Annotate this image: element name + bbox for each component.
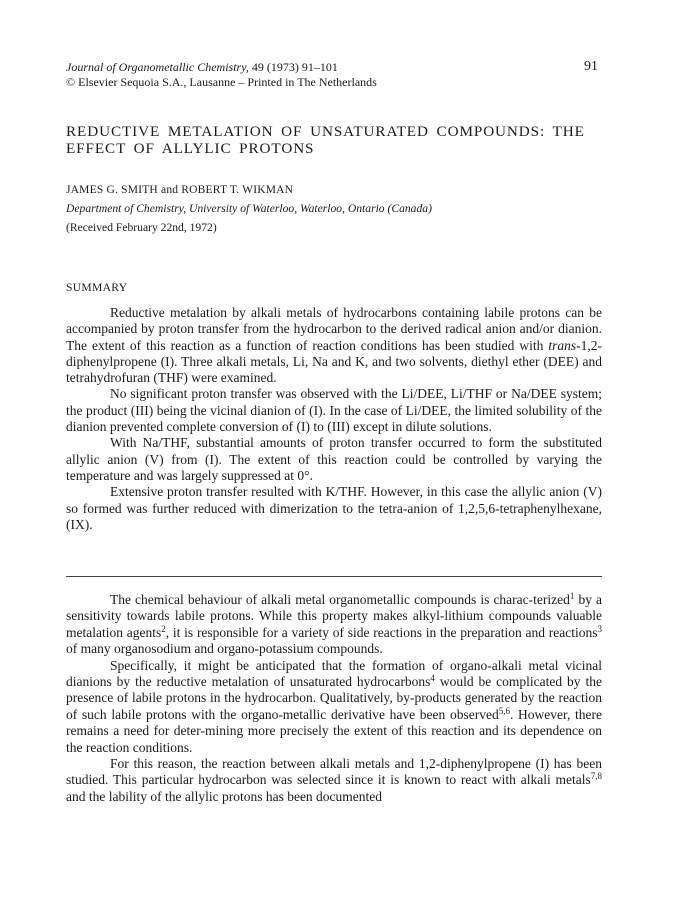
- text-run: would be complicated by the presence of labile protons in the hydrocarbon. Qualitatively, by-products generated by the reaction of such labile protons with the organo-metallic derivative have been observed: [66, 674, 602, 722]
- section-divider: [66, 576, 602, 577]
- received-date: (Received February 22nd, 1972): [66, 221, 217, 234]
- body-paragraph: [66, 592, 602, 658]
- body-paragraph: [66, 756, 602, 805]
- text-run: Reductive metalation by alkali metals of hydrocarbons containing labile protons can be accompanied by proton transfer from the hydrocarbon to the derived radical anion and/or dianion. The extent of this reaction as a function of reaction conditions has been studied with: [66, 305, 602, 353]
- summary-paragraph: With Na/THF, substantial amounts of proton transfer occurred to form the substituted allylic anion (V) from (I). The extent of this reaction could be controlled by varying the temperature and was largely suppressed at 0°.: [66, 435, 602, 483]
- text-run: , it is responsible for a variety of side reactions in the preparation and reactions: [165, 624, 598, 640]
- article-title: REDUCTIVE METALATION OF UNSATURATED COMPOUNDS: THE EFFECT OF ALLYLIC PROTONS: [66, 123, 585, 157]
- text-run: -1,2-diphenylpropene (I). Three alkali metals, Li, Na and K, and two solvents, diethyl ether (DEE) and tetrahydrofuran (THF) were examined.: [66, 337, 602, 386]
- running-header: [66, 60, 602, 90]
- summary-paragraph: No significant proton transfer was observed with the Li/DEE, Li/THF or Na/DEE system; the product (III) being the vicinal dianion of (I). In the case of Li/DEE, the limited solubility of the dianion prevented complete conversion of (I) to (III) except in dilute solutions.: [66, 386, 602, 435]
- reference-superscript: 5,6: [498, 705, 510, 716]
- reference-superscript: 4: [430, 673, 435, 684]
- text-run: by a sensitivity towards labile protons. While this property makes alkyl-lithium compounds valuable metalation agents: [66, 592, 602, 640]
- reference-superscript: 2: [161, 623, 166, 634]
- author-list: JAMES G. SMITH and ROBERT T. WIKMAN: [66, 184, 294, 196]
- text-run: For this reason, the reaction between alkali metals and 1,2-diphenylpropene (I) has been studied. This particular hydrocarbon was selected since it is known to react with alkali metals: [66, 756, 602, 788]
- journal-name: Journal of Organometallic Chemistry,: [66, 60, 249, 74]
- text-run: of many organosodium and organo-potassium compounds.: [66, 641, 383, 657]
- summary-heading: SUMMARY: [66, 281, 128, 294]
- body-paragraph: [66, 658, 602, 756]
- copyright-line: © Elsevier Sequoia S.A., Lausanne – Printed in The Netherlands: [66, 75, 377, 89]
- summary-paragraph: Extensive proton transfer resulted with K/THF. However, in this case the allylic anion (V) so formed was further reduced with dimerization to the tetra-anion of 1,2,5,6-tetraphenylhexane, (IX).: [66, 484, 602, 532]
- summary-paragraph: [66, 305, 602, 386]
- text-run: and the lability of the allylic protons has been documented: [66, 788, 383, 804]
- text-run: The chemical behaviour of alkali metal organometallic compounds is charac-terized: [110, 592, 570, 607]
- journal-citation: [66, 60, 602, 75]
- text-run: Specifically, it might be anticipated that the formation of organo-alkali metal vicinal dianions by the reductive metalation of unsaturated hydrocarbons: [66, 657, 602, 690]
- reference-superscript: 7,8: [590, 771, 602, 782]
- page-number: 91: [584, 59, 598, 74]
- reference-superscript: 3: [597, 623, 603, 634]
- italic-text: trans: [548, 337, 577, 353]
- reference-superscript: 1: [569, 591, 575, 601]
- author-affiliation: Department of Chemistry, University of Waterloo, Waterloo, Ontario (Canada): [66, 202, 432, 215]
- article-body: [66, 592, 602, 805]
- journal-volume-pages: 49 (1973) 91–101: [248, 60, 338, 74]
- text-run: . However, there remains a need for deter-mining more precisely the extent of this reaction and its dependence on the reaction conditions.: [66, 706, 602, 755]
- summary-section: [66, 305, 602, 533]
